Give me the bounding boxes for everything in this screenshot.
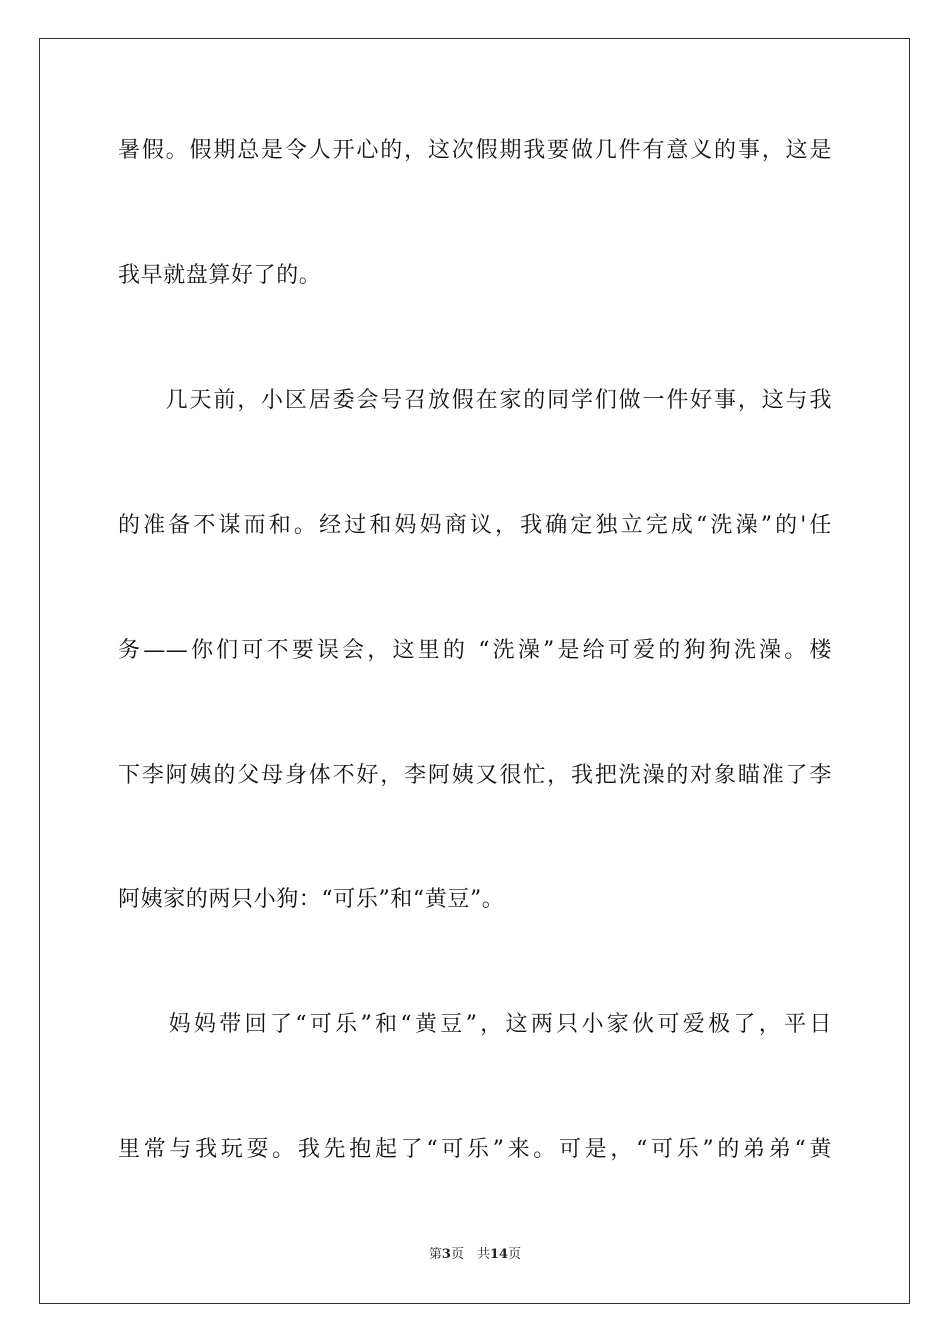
footer-prefix: 第 <box>428 1247 442 1262</box>
footer-suffix: 页 <box>508 1247 522 1262</box>
text-line-8: 妈妈带回了“可乐”和“黄豆”，这两只小家伙可爱极了，平日 <box>118 1012 832 1037</box>
text-line-5: 务——你们可不要误会，这里的 “洗澡”是给可爱的狗狗洗澡。楼 <box>118 638 832 663</box>
text-line-4: 的准备不谋而和。经过和妈妈商议，我确定独立完成“洗澡”的'任 <box>118 513 832 538</box>
text-line-1: 暑假。假期总是令人开心的，这次假期我要做几件有意义的事，这是 <box>118 138 832 163</box>
text-line-6: 下李阿姨的父母身体不好，李阿姨又很忙，我把洗澡的对象瞄准了李 <box>118 763 832 788</box>
text-line-7: 阿姨家的两只小狗：“可乐”和“黄豆”。 <box>118 887 505 912</box>
footer-mid: 页 共 <box>450 1247 490 1262</box>
total-page-count: 14 <box>489 1247 509 1262</box>
text-line-9: 里常与我玩耍。我先抱起了“可乐”来。可是，“可乐”的弟弟“黄 <box>118 1137 832 1162</box>
page-footer <box>0 1246 950 1264</box>
text-line-2: 我早就盘算好了的。 <box>118 263 322 288</box>
page-border <box>39 38 910 1304</box>
current-page-number: 3 <box>441 1247 451 1262</box>
text-line-3: 几天前，小区居委会号召放假在家的同学们做一件好事，这与我 <box>118 388 832 413</box>
